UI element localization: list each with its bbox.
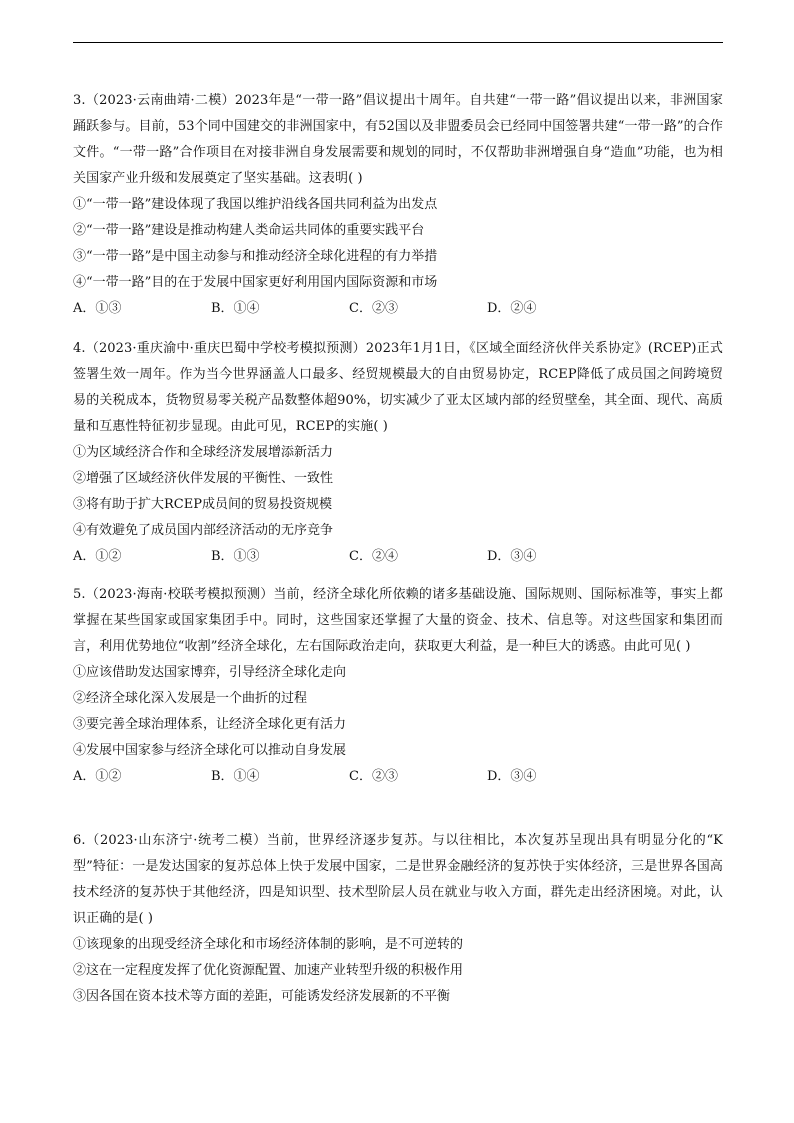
- answer-choices: [73, 764, 723, 790]
- statement-option: ④发展中国家参与经济全球化可以推动自身发展: [73, 743, 347, 758]
- statement-option: ①应该借助发达国家博弈，引导经济全球化走向: [73, 665, 347, 680]
- answer-choices: [73, 544, 723, 570]
- header-rule: [73, 42, 723, 43]
- question-3: [73, 88, 723, 322]
- statement-option: ③要完善全球治理体系，让经济全球化更有活力: [73, 717, 347, 732]
- choice-d[interactable]: D．③④: [487, 769, 537, 784]
- choice-a[interactable]: A．①③: [73, 301, 122, 316]
- statement-option: ③因各国在资本技术等方面的差距，可能诱发经济发展新的不平衡: [73, 989, 451, 1004]
- choice-a[interactable]: A．①②: [73, 769, 122, 784]
- statement-option: ①该现象的出现受经济全球化和市场经济体制的影响，是不可逆转的: [73, 937, 464, 952]
- question-stem: 5.（2023·海南·校联考模拟预测）当前，经济全球化所依赖的诸多基础设施、国际规则、国际标准等，事实上都掌握在某些国家或国家集团手中。同时，这些国家还掌握了大量的资金、技术、信息等。对这些国家和集团而言，利用优势地位“收割”经济全球化，左右国际政治走向，获取更大利益，是一种巨大的诱惑。由此可见( ): [73, 587, 723, 654]
- statement-option: ④有效避免了成员国内部经济活动的无序竞争: [73, 523, 334, 538]
- question-stem: 4.（2023·重庆渝中·重庆巴蜀中学校考模拟预测）2023年1月1日，《区域全面经济伙伴关系协定》(RCEP)正式签署生效一周年。作为当今世界涵盖人口最多、经贸规模最大的自由贸易协定，RCEP降低了成员国之间跨境贸易的关税成本，货物贸易零关税产品数整体超90%，切实减少了亚太区域内部的经贸壁垒，其全面、现代、高质量和互惠性特征初步显现。由此可见，RCEP的实施( ): [73, 341, 723, 434]
- choice-d[interactable]: D．②④: [487, 301, 537, 316]
- question-4: [73, 336, 723, 570]
- choice-c[interactable]: C．②③: [349, 769, 398, 784]
- statement-option: ①为区域经济合作和全球经济发展增添新活力: [73, 445, 334, 460]
- question-stem: 3.（2023·云南曲靖·二模）2023年是“一带一路”倡议提出十周年。自共建“一带一路”倡议提出以来，非洲国家踊跃参与。目前，53个同中国建交的非洲国家中，有52国以及非盟委员会已经同中国签署共建“一带一路”的合作文件。“一带一路”合作项目在对接非洲自身发展需要和规划的同时，不仅帮助非洲增强自身“造血”功能，也为相关国家产业升级和发展奠定了坚实基础。这表明( ): [73, 93, 723, 186]
- choice-a[interactable]: A．①②: [73, 549, 122, 564]
- statement-option: ③将有助于扩大RCEP成员间的贸易投资规模: [73, 497, 332, 512]
- question-5: [73, 582, 723, 790]
- choice-b[interactable]: B．①④: [211, 769, 260, 784]
- answer-choices: [73, 296, 723, 322]
- choice-d[interactable]: D．③④: [487, 549, 537, 564]
- statement-option: ①“一带一路”建设体现了我国以维护沿线各国共同利益为出发点: [73, 197, 438, 212]
- statement-option: ③“一带一路”是中国主动参与和推动经济全球化进程的有力举措: [73, 249, 438, 264]
- statement-option: ②“一带一路”建设是推动构建人类命运共同体的重要实践平台: [73, 223, 425, 238]
- statement-option: ②经济全球化深入发展是一个曲折的过程: [73, 691, 308, 706]
- choice-b[interactable]: B．①④: [211, 301, 260, 316]
- statement-option: ②这在一定程度发挥了优化资源配置、加速产业转型升级的积极作用: [73, 963, 464, 978]
- question-6: [73, 828, 723, 1010]
- statement-option: ④“一带一路”目的在于发展中国家更好利用国内国际资源和市场: [73, 275, 438, 290]
- choice-c[interactable]: C．②④: [349, 549, 398, 564]
- choice-b[interactable]: B．①③: [211, 549, 260, 564]
- choice-c[interactable]: C．②③: [349, 301, 398, 316]
- statement-option: ②增强了区域经济伙伴发展的平衡性、一致性: [73, 471, 334, 486]
- question-stem: 6.（2023·山东济宁·统考二模）当前，世界经济逐步复苏。与以往相比，本次复苏呈现出具有明显分化的“K型”特征：一是发达国家的复苏总体上快于发展中国家，二是世界金融经济的复苏快于实体经济，三是世界各国高技术经济的复苏快于其他经济，四是知识型、技术型阶层人员在就业与收入方面，群先走出经济困境。对此，认识正确的是( ): [73, 833, 723, 926]
